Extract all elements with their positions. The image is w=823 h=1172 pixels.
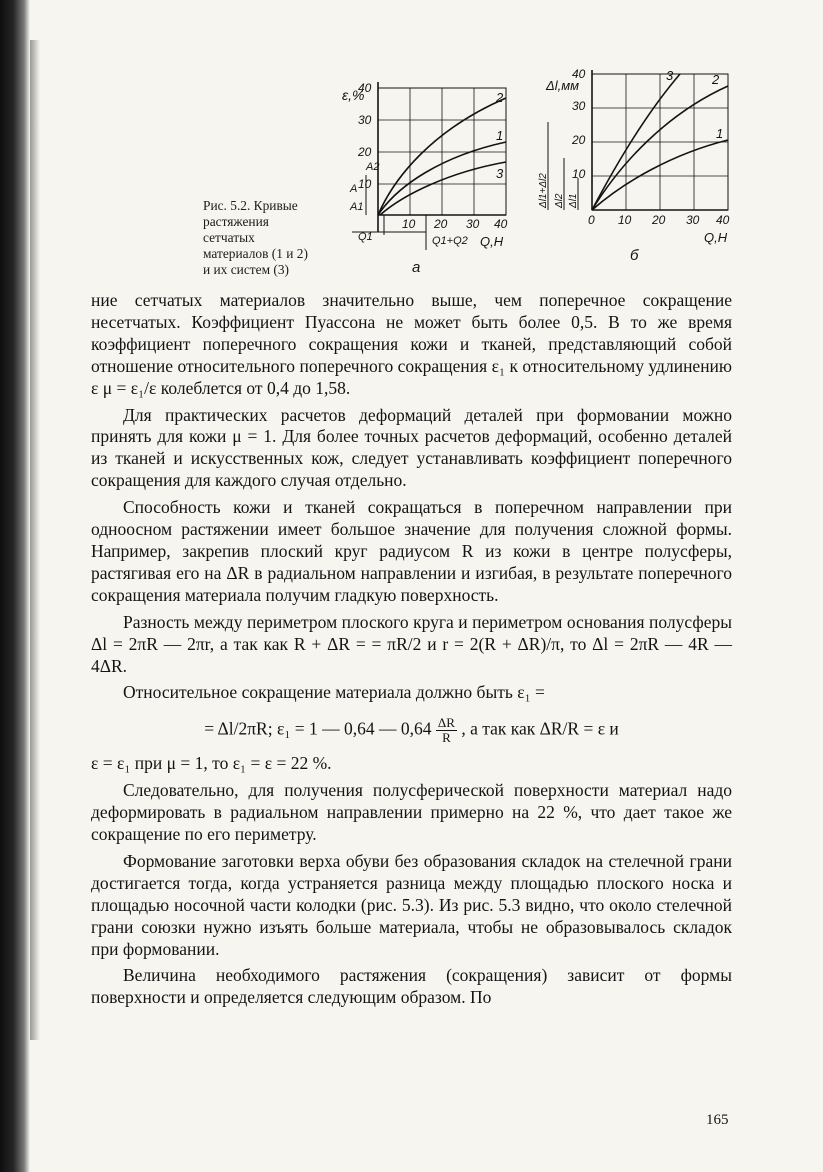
graph-a-ytick: 10 [358,177,372,191]
graph-b-ytick: 40 [572,67,586,81]
graph-a-ytick: 40 [358,81,372,95]
graph-b-xtick: 30 [686,213,700,227]
graph-b-marker: Δl2 [554,193,565,208]
paragraph: Формование заготовки верха обуви без образования складок на стелечной грани достигается тогда, когда устраняется разница между площадью плоского носка и площадью носочной части колодки (рис. 5.3). Из рис. 5.3 видно, что около стелечной грани союзки нужно изъять больше материала, чтобы не образовывалось складок при формовании. [91,850,732,959]
graph-b-labels [538,67,730,264]
graph-a-marker: A2 [366,161,380,173]
graph-a-labels [342,81,508,276]
graph-a-curve-label: 1 [496,128,504,143]
graph-a-xtick: 10 [402,217,416,231]
graph-a-marker: A1 [350,201,364,213]
graph-b-xtick: 20 [652,213,666,227]
graph-a-x-label: Q,Н [480,234,504,249]
graph-b-xtick: 40 [716,213,730,227]
graph-b-x-label: Q,Н [704,230,728,245]
paragraph: Разность между периметром плоского круга и периметром основания полусферы Δl = 2πR — 2πr, а так как R + ΔR = = πR/2 и r = 2(R + ΔR)/π, то Δl = 2πR — 4R — 4ΔR. [91,611,732,676]
figure-5-2 [320,60,740,280]
graph-b-ytick: 30 [572,99,586,113]
formula-left: = Δl/2πR; ε₁ = 1 — 0,64 — 0,64 [204,718,432,739]
paragraph: Величина необходимого растяжения (сокращения) зависит от формы поверхности и определяется следующим образом. По [91,965,732,1008]
graph-b-y-label: Δl,мм [546,78,580,93]
graph-a-marker: A [350,183,358,195]
graph-a-xtick: 30 [466,217,480,231]
figure-caption: Рис. 5.2. Кривые растяжения сетчатых материалов (1 и 2) и их систем (3) [203,198,308,277]
graph-b-curve-label: 2 [712,72,720,87]
graph-b-ytick: 10 [572,167,586,181]
graph-a-curve-3 [380,162,506,215]
graph-b-marker: Δl1 [568,193,579,208]
graph-b-grid [592,74,728,210]
graph-a-curve-label: 3 [496,166,504,181]
page-number: 165 [706,1112,729,1128]
body-text [91,290,732,1009]
formula-right: , а так как ΔR/R = ε и [461,718,619,739]
graph-b-curve-label: 3 [666,68,674,83]
formula-line [91,716,732,745]
graph-a-marker: Q1 [358,231,373,243]
paragraph: Следовательно, для получения полусферической поверхности материал надо деформировать в радиальном направлении примерно на 22 %, что дает такое же сокращение по его периметру. [91,780,732,845]
graph-a-marker: Q1+Q2 [432,235,468,247]
book-spine-shadow [0,0,30,1172]
graph-a-ytick: 20 [358,145,372,159]
graph-a-xtick: 40 [494,217,508,231]
formula-numerator: ΔR [437,715,455,731]
graph-a-ytick: 30 [358,113,372,127]
book-spine-gradient [30,40,40,1040]
paragraph: ние сетчатых материалов значительно выше, чем поперечное сокращение несетчатых. Коэффициент Пуассона не может быть более 0,5. В то же время коэффициент поперечного сокращения кожи и тканей, представляющий собой отношение относительного поперечного сокращения ε₁ к относительному удлинению ε μ = ε₁/ε колеблется от 0,4 до 1,58. [91,290,732,398]
paragraph: Для практических расчетов деформаций деталей при формовании можно принять для кожи μ = 1. Для более точных расчетов деформаций, особенно деталей из тканей и искусственных кож, следует устанавливать коэффициент поперечного сокращения для каждого случая отдельно. [91,404,732,491]
graph-b-xtick: 10 [618,213,632,227]
graph-b-xtick: 0 [588,213,595,227]
graph-a-y-label: ε,% [342,87,365,103]
formula-fraction [436,716,457,745]
formula-denominator: R [442,730,451,746]
graph-a-xtick: 20 [434,217,448,231]
graph-b-ytick: 20 [572,133,586,147]
graph-a-panel-label: а [412,259,421,276]
graph-b-marker: Δl1+Δl2 [538,173,549,208]
paragraph: Относительное сокращение материала должно быть ε₁ = [123,682,545,703]
graph-a-curve-label: 2 [496,90,504,105]
graph-b-panel-label: б [630,247,639,264]
paragraph: ε = ε₁ при μ = 1, то ε₁ = ε = 22 %. [91,753,332,774]
paragraph: Способность кожи и тканей сокращаться в поперечном направлении при одноосном растяжении имеет большое значение для получения сложной формы. Например, закрепив плоский круг радиусом R из кожи в центре полусферы, растягивая его на ΔR в радиальном направлении и изгибая, в результате поперечного сокращения материала получим гладкую поверхность. [91,497,732,605]
graph-b-curve-label: 1 [716,126,724,141]
